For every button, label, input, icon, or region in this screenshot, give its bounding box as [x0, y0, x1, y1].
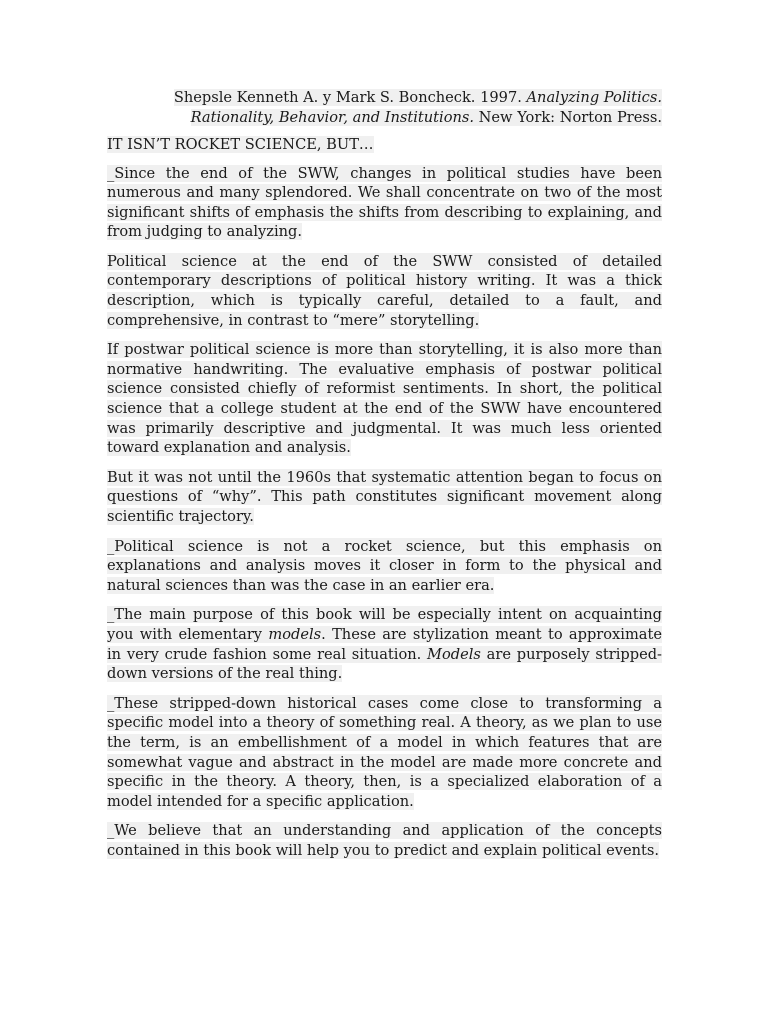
paragraph-2: Political science at the end of the SWW consisted of detailed contemporary descriptions of political history writing. It was a thick description, which is typically careful, detailed to a fault, and comprehensive, in contrast to “mere” storytelling. — [107, 252, 662, 329]
citation-authors-year: Shepsle Kenneth A. y Mark S. Boncheck. 1997. — [173, 89, 527, 106]
paragraph-6-models-term-2: Models — [427, 645, 481, 663]
paragraph-7: _These stripped-down historical cases come close to transforming a specific model into a theory of something real. A theory, as we plan to use the term, is an embellishment of a model in which features that are somewhat vague and abstract in the model are made more concrete and specific in the theory. A theory, then, is a specialized elaboration of a model intended for a specific application. — [107, 694, 662, 810]
citation-book-title: Analyzing Politics. — [526, 89, 662, 106]
paragraph-5: _Political science is not a rocket science, but this emphasis on explanations and analysis moves it closer in form to the physical and natural sciences than was the case in an earlier era. — [107, 537, 662, 594]
citation-book-subtitle: Rationality, Behavior, and Institutions. — [190, 109, 475, 126]
section-heading: IT ISN’T ROCKET SCIENCE, BUT… — [107, 136, 374, 153]
citation-line-2 — [107, 108, 662, 128]
paragraph-1: _Since the end of the SWW, changes in political studies have been numerous and many splendored. We shall concentrate on two of the most significant shifts of emphasis the shifts from describing to explaining, and from judging to analyzing. — [107, 164, 662, 241]
paragraph-6-part-3: are purposely stripped-down versions of the real thing. — [107, 645, 662, 683]
paragraph-3: If postwar political science is more than storytelling, it is also more than normative handwriting. The evaluative emphasis of postwar political science consisted chiefly of reformist sentiments. In short, the political science that a college student at the end of the SWW have encountered was primarily descriptive and judgmental. It was much less oriented toward explanation and analysis. — [107, 341, 662, 457]
paragraph-6-part-1: _The main purpose of this book will be especially intent on acquainting you with elementary — [107, 606, 662, 643]
citation-publisher: New York: Norton Press. — [474, 109, 662, 126]
document-page — [107, 88, 662, 871]
paragraph-8: _We believe that an understanding and application of the concepts contained in this book will help you to predict and explain political events. — [107, 822, 662, 859]
paragraph-6-part-2: . These are stylization meant to approximate in very crude fashion some real situation. — [107, 625, 662, 663]
citation — [107, 88, 662, 128]
paragraph-6 — [107, 605, 662, 683]
citation-line-1 — [107, 88, 662, 108]
paragraph-4: But it was not until the 1960s that systematic attention began to focus on questions of “why”. This path constitutes significant movement along scientific trajectory. — [107, 468, 662, 525]
paragraph-6-models-term: models — [268, 625, 322, 643]
